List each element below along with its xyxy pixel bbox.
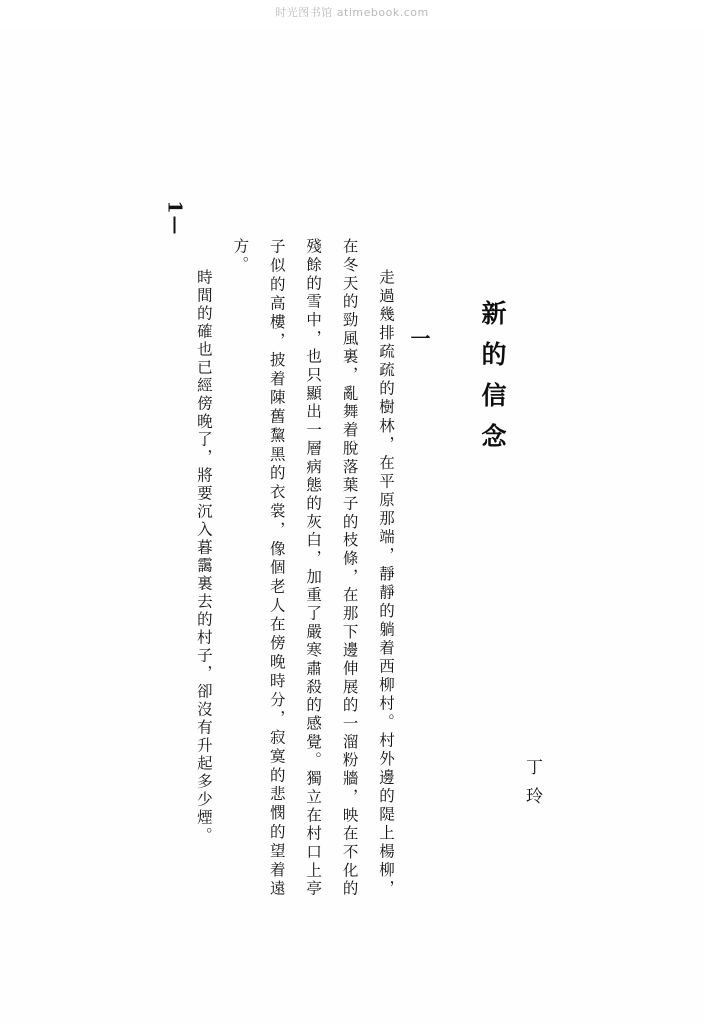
scanned-page: [0, 28, 704, 1024]
page-title: 新的信念: [478, 300, 507, 464]
section-marker-underline: [174, 217, 176, 234]
section-marker: 1: [163, 200, 186, 214]
body-text: [185, 238, 404, 898]
paragraph-2: 時間的確也已經傍晚了，將要沉入暮靄裏去的村子，卻沒有升起多少煙。: [194, 269, 213, 845]
site-watermark: 时光图书馆 atimebook.com: [275, 6, 429, 19]
chapter-number: 一: [407, 328, 431, 350]
author-name: 丁玲: [522, 758, 542, 816]
paragraph-1: 走過幾排疏疏的樹林，在平原那端，靜靜的躺着西柳村。村外邊的隄上楊柳，在冬天的勁風裏，亂舞着脫落葉子的枝條，在那下邊伸展的一溜粉牆，映在不化的殘餘的雪中，也只顯出一層病態的灰白，加重了嚴寒肅殺的感覺。獨立在村口上亭子似的高樓，披着陳舊黧黑的衣裳，像個老人在傍晚時分，寂寞的悲憫的望着遠方。: [231, 238, 395, 898]
